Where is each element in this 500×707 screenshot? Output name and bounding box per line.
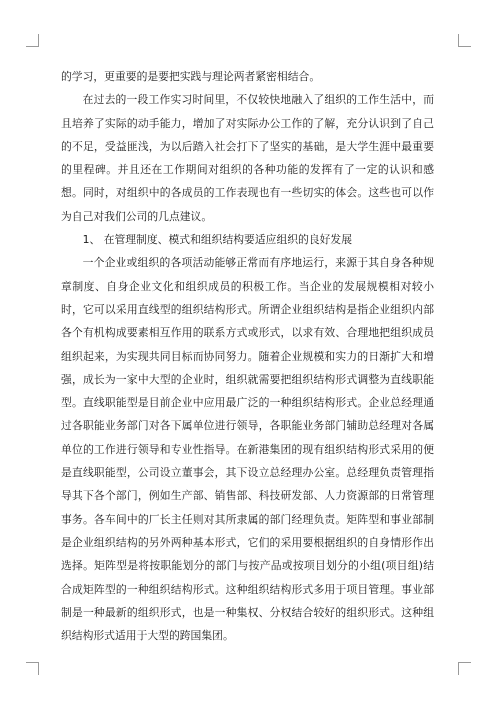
crop-mark-bottom-left bbox=[26, 662, 39, 675]
paragraph-internship-reflection: 在过去的一段工作实习时间里，不仅较快地融入了组织的工作生活中，而且培养了实际的动手能力，增加了对实际办公工作的了解，充分认识到了自己的不足，受益匪浅，为以后踏入社会打下了坚实的基础，是大学生涯中最重要的里程碑。并且还在工作期间对组织的各种功能的发挥有了一定的认识和感想。同时，对组织中的各成员的工作表现也有一些切实的体会。这些也可以作为自己对我们公司的几点建议。 bbox=[61, 93, 434, 223]
document-body bbox=[61, 65, 434, 647]
crop-mark-top-left bbox=[26, 34, 39, 47]
paragraph-organization-structure: 一个企业或组织的各项活动能够正常而有序地运行，来源于其自身各种规章制度、自身企业文化和组织成员的积极工作。当企业的发展规模相对较小时，它可以采用直线型的组织结构形式。所谓企业组织结构是指企业组织内部各个有机构成要素相互作用的联系方式或形式，以求有效、合理地把组织成员组织起来，为实现共同目标而协同努力。随着企业规模和实力的日渐扩大和增强，成长为一家中大型的企业时，组织就需要把组织结构形式调整为直线职能型。直线职能型是目前企业中应用最广泛的一种组织结构形式。企业总经理通过各职能业务部门对各下属单位进行领导，各职能业务部门辅助总经理对各属单位的工作进行领导和专业性指导。在新港集团的现有组织结构形式采用的便是直线职能型，公司设立董事会，其下设立总经理办公室。总经理负责管理指导其下各个部门，例如生产部、销售部、科技研发部、人力资源部的日常管理事务。各车间中的厂长主任则对其所隶属的部门经理负责。矩阵型和事业部制是企业组织结构的另外两种基本形式，它们的采用要根据组织的自身情形作出选择。矩阵型是将按职能划分的部门与按产品或按项目划分的小组(项目组)结合成矩阵型的一种组织结构形式。这种组织结构形式多用于项目管理。事业部制是一种最新的组织形式，也是一种集权、分权结合较好的组织形式。这种组织结构形式适用于大型的跨国集团。 bbox=[61, 256, 434, 643]
section-heading-management: 1、 在管理制度、模式和组织结构要适应组织的良好发展 bbox=[82, 233, 353, 247]
crop-mark-bottom-right bbox=[458, 662, 471, 675]
paragraph-continuation: 的学习，更重要的是要把实践与理论两者紧密相结合。 bbox=[61, 70, 321, 83]
crop-mark-top-right bbox=[458, 34, 471, 47]
